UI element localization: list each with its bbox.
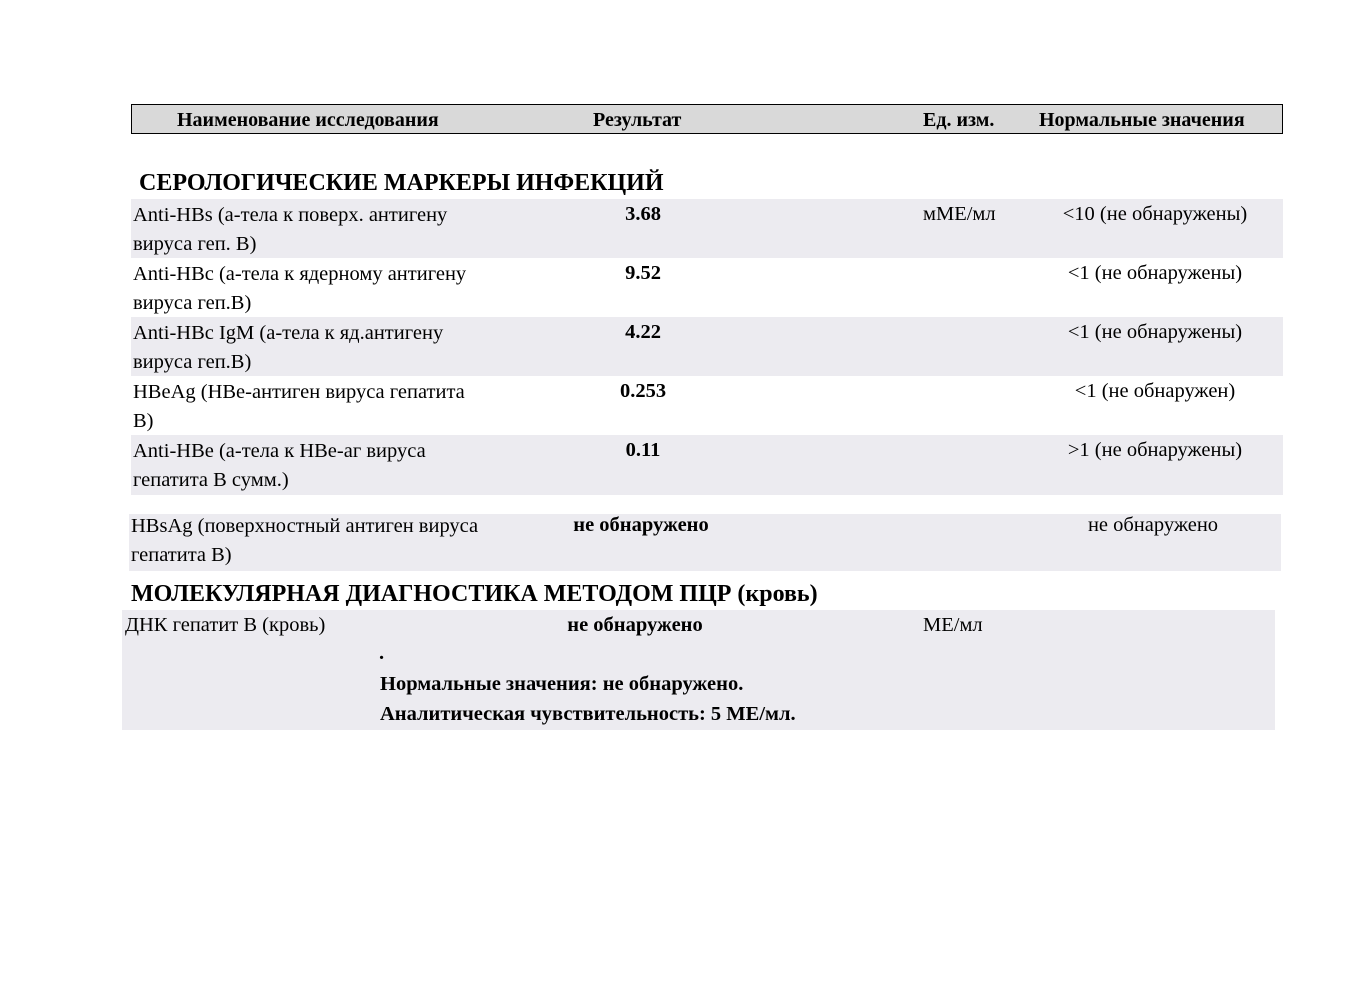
row-name-line1: Anti-HBs (а-тела к поверх. антигену: [133, 204, 448, 226]
row-result: 3.68: [625, 203, 661, 225]
header-unit: Ед. изм.: [923, 109, 995, 131]
table-row: [131, 199, 1283, 258]
row-name-line2: гепатита В): [131, 544, 232, 566]
section-title-serology: СЕРОЛОГИЧЕСКИЕ МАРКЕРЫ ИНФЕКЦИЙ: [139, 170, 664, 196]
row-norm: <1 (не обнаружены): [1067, 262, 1243, 284]
row-norm: <1 (не обнаружены): [1067, 321, 1243, 343]
table-row: [131, 376, 1283, 435]
row-result: не обнаружено: [567, 614, 703, 636]
row-name: ДНК гепатит В (кровь): [125, 614, 326, 636]
row-name-line1: HBeAg (HBe-антиген вируса гепатита: [133, 381, 465, 403]
row-norm: >1 (не обнаружены): [1067, 439, 1243, 461]
header-norm: Нормальные значения: [1039, 109, 1245, 131]
row-result: 9.52: [625, 262, 661, 284]
table-row: [131, 435, 1283, 495]
row-result: 0.11: [625, 439, 661, 461]
row-name-line2: В): [133, 410, 154, 432]
table-row-pcr: [122, 610, 1275, 730]
row-result: 4.22: [625, 321, 661, 343]
table-header: [131, 104, 1283, 134]
row-name-line1: Anti-HBc IgM (а-тела к яд.антигену: [133, 322, 444, 344]
row-name-line2: гепатита В сумм.): [133, 469, 289, 491]
row-name-line2: вируса геп.В): [133, 351, 252, 373]
row-norm: <10 (не обнаружены): [1062, 203, 1248, 225]
row-result: не обнаружено: [573, 514, 709, 536]
row-unit: мМЕ/мл: [923, 203, 996, 225]
table-row-hbsag: [129, 514, 1281, 571]
row-norm: не обнаружено: [1087, 514, 1219, 536]
row-name-line1: Anti-HBc (а-тела к ядерному антигену: [133, 263, 467, 285]
row-name-line2: вируса геп.В): [133, 292, 252, 314]
section-title-pcr: МОЛЕКУЛЯРНАЯ ДИАГНОСТИКА МЕТОДОМ ПЦР (кровь): [131, 581, 818, 607]
row-name-line2: вируса геп. В): [133, 233, 257, 255]
note-sensitivity: Аналитическая чувствительность: 5 МЕ/мл.: [380, 703, 796, 725]
note-normal-values: Нормальные значения: не обнаружено.: [380, 673, 744, 695]
header-name: Наименование исследования: [177, 109, 439, 131]
header-result: Результат: [593, 109, 682, 131]
note-dot: .: [379, 642, 385, 664]
row-name-line1: Anti-HBe (а-тела к HBe-аг вируса: [133, 440, 426, 462]
row-norm: <1 (не обнаружен): [1074, 380, 1236, 402]
table-row: [131, 317, 1283, 376]
row-name-line1: HBsAg (поверхностный антиген вируса: [131, 515, 479, 537]
row-result: 0.253: [619, 380, 667, 402]
table-row: [131, 258, 1283, 317]
row-unit: МЕ/мл: [923, 614, 983, 636]
